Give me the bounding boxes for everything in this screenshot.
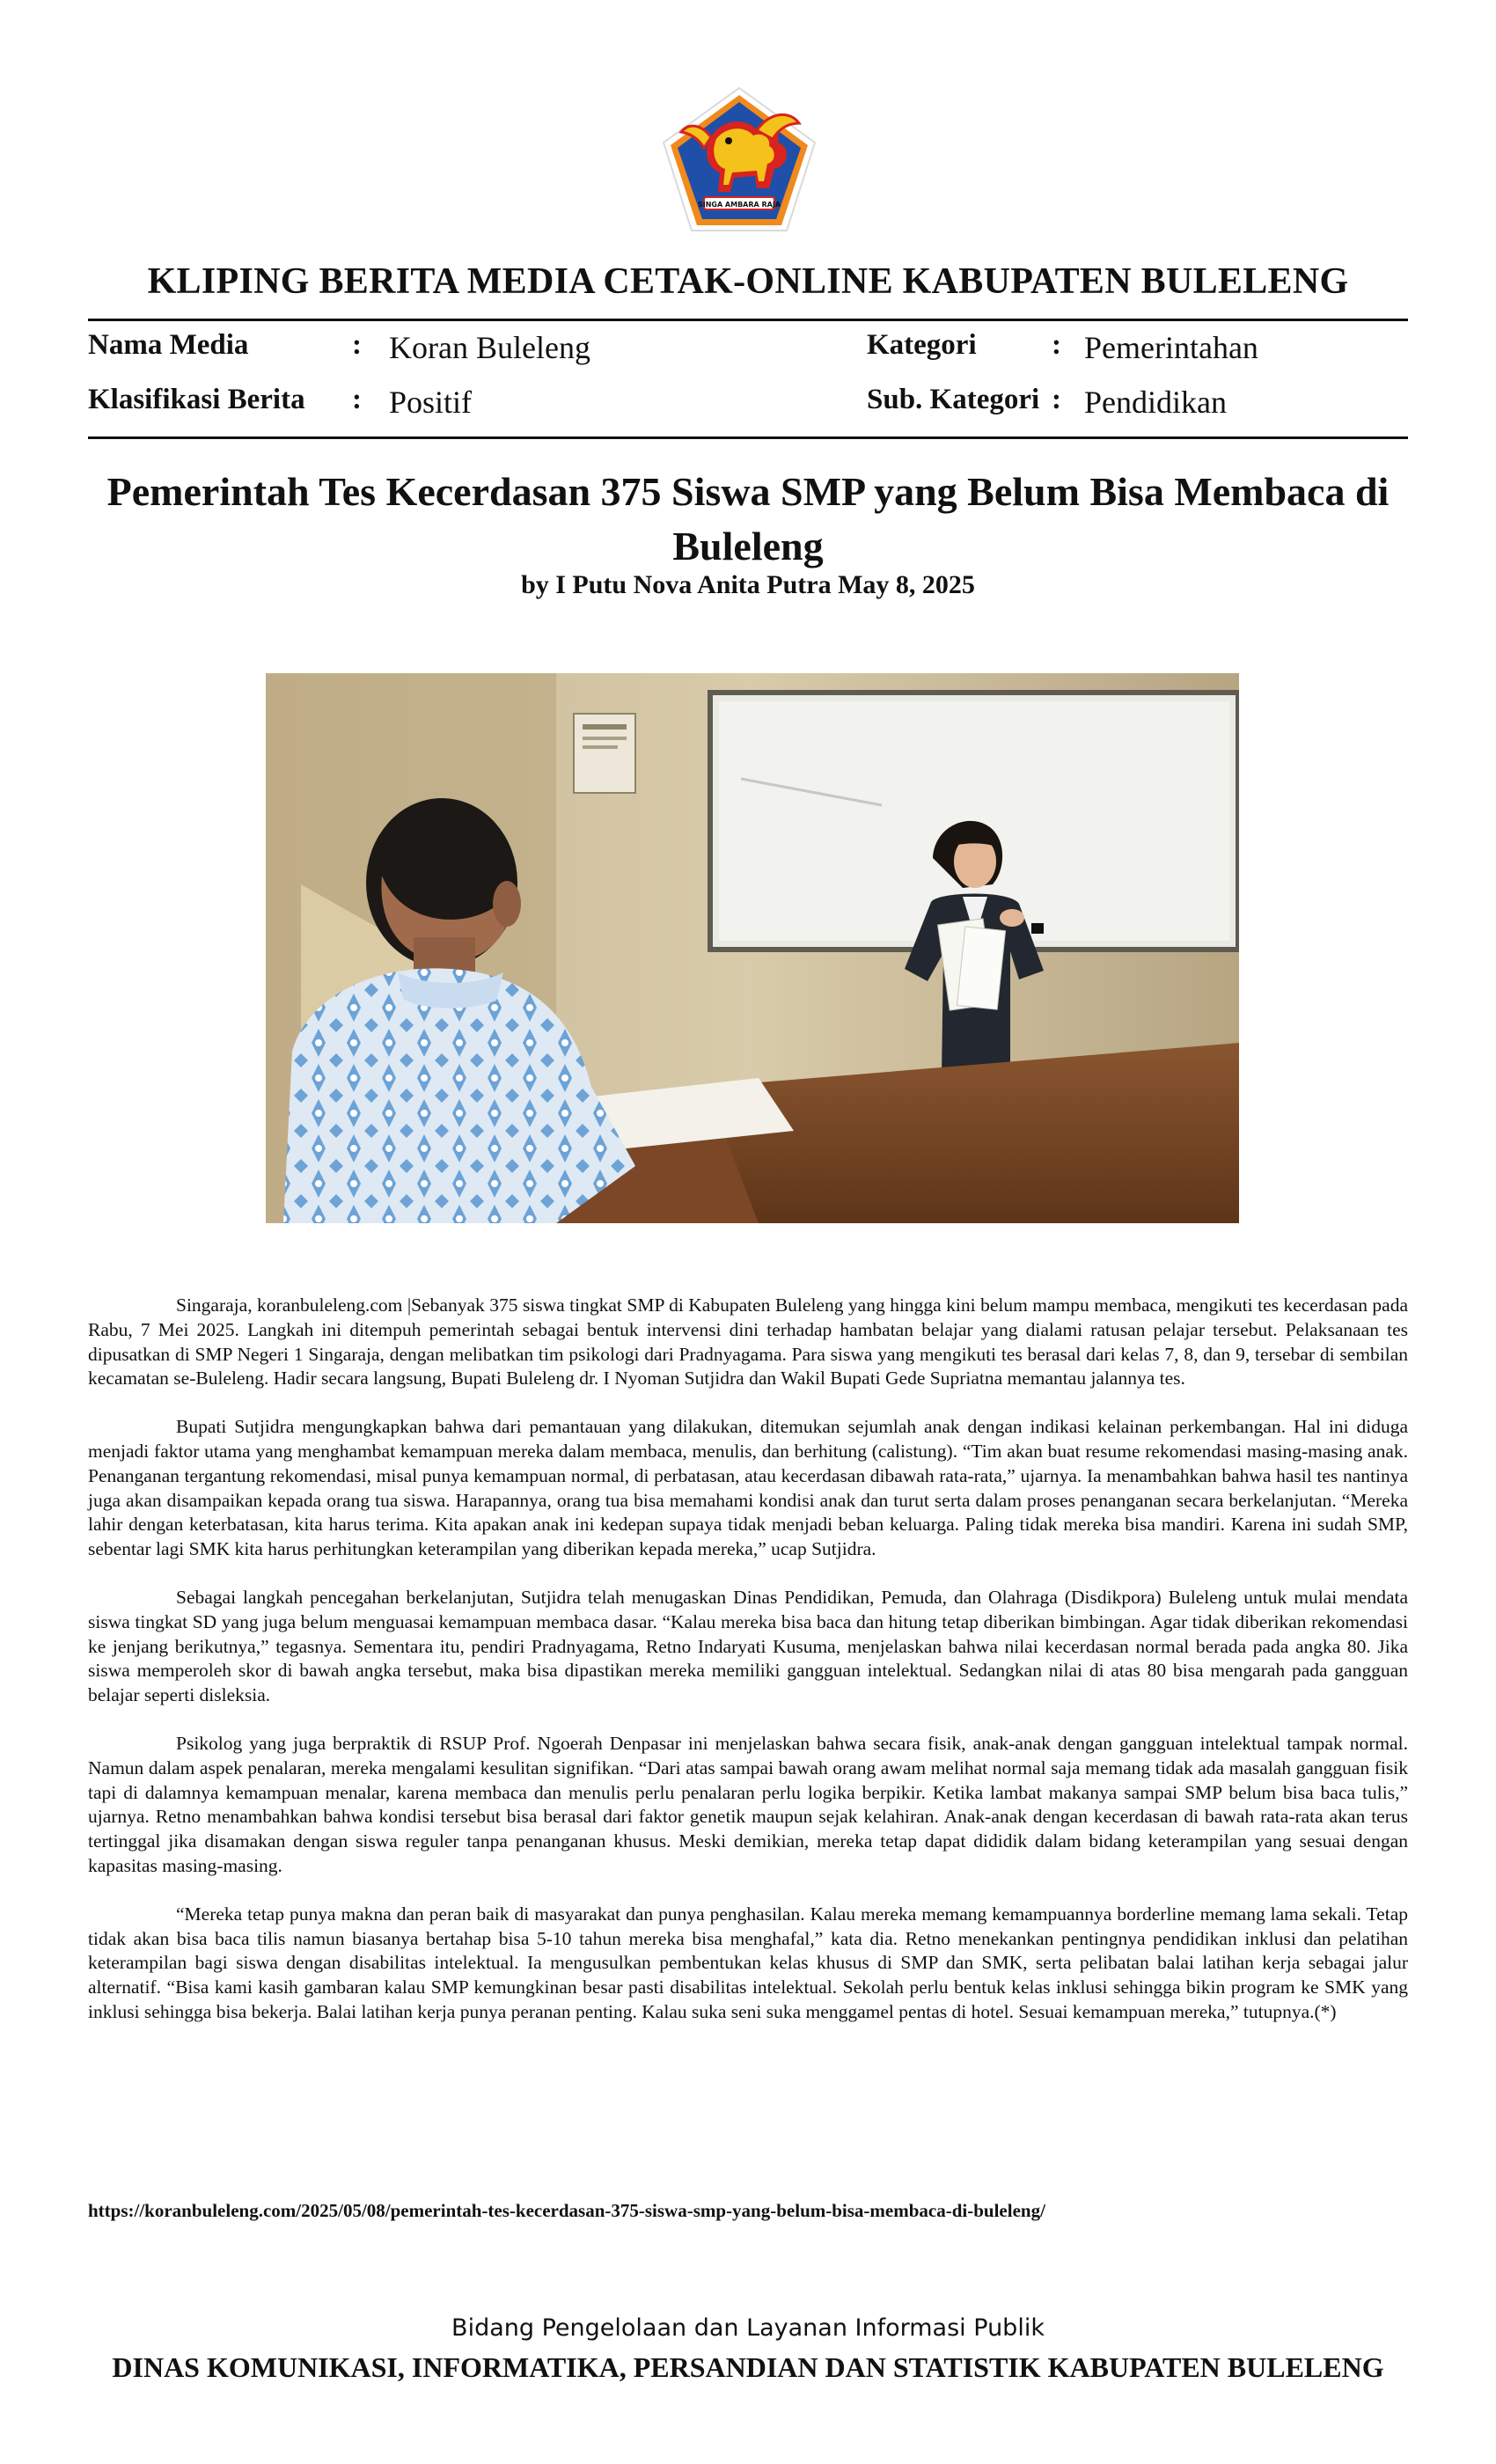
article-headline: Pemerintah Tes Kecerdasan 375 Siswa SMP yang Belum Bisa Membaca di Buleleng xyxy=(106,469,1390,568)
article-paragraph-5: “Mereka tetap punya makna dan peran baik di masyarakat dan punya penghasilan. Kalau mereka memang kemampuannya borderline memang lama sekali. Tetap tidak akan bisa baca tilis namun biasanya bertahap bisa 5-10 tahun mereka bisa menghafal,” kata dia. Retno menekankan pentingnya pendidikan inklusi dan pelatihan keterampilan bagi siswa dengan disabilitas intelektual. Ia mengusulkan pembentukan kelas khusus di SMP dan SMK, serta pelibatan balai latihan kerja sebagai jalur alternatif. “Bisa kami kasih gambaran kalau SMP kemungkinan besar pasti disabilitas intelektual. Sekolah perlu bentuk kelas inklusi sehingga bikin program ke SMK yang inklusi sehingga bisa bekerja. Balai latihan kerja punya peranan penting. Kalau suka seni suka menggamel pentas di hotel. Sesuai kemampuan mereka,” tutupnya.(*) xyxy=(88,1903,1408,2022)
header-divider-bottom xyxy=(88,436,1408,439)
footer-agency: DINAS KOMUNIKASI, INFORMATIKA, PERSANDIAN DAN STATISTIK KABUPATEN BULELENG xyxy=(112,2351,1384,2383)
subkategori-label: Sub. Kategori xyxy=(867,384,1040,415)
clipping-title: KLIPING BERITA MEDIA CETAK-ONLINE KABUPATEN BULELENG xyxy=(147,261,1349,302)
classroom-photo-icon xyxy=(266,673,1239,1223)
logo-motto: SINGA AMBARA RAJA xyxy=(697,201,781,209)
article-paragraph-4: Psikolog yang juga berpraktik di RSUP Prof. Ngoerah Denpasar ini menjelaskan bahwa secara fisik, anak-anak dengan gangguan intelektual tampak normal. Namun dalam aspek penalaran, mereka mengalami kesulitan signifikan. “Dari atas sampai bawah orang awam melihat normal saja memang tidak ada masalah gangguan fisik tapi di dalamnya kemampuan menalar, karena membaca dan menulis perlu penalaran perlu logika berpikir. Ketika lambat makanya sampai SMP belum bisa baca tulis,” ujarnya. Retno menambahkan bahwa kondisi tersebut bisa berasal dari faktor genetik maupun sejak kelahiran. Anak-anak dengan kecerdasan di bawah rata-rata akan terus tertinggal jika disamakan dengan siswa reguler tanpa penanganan khusus. Meski demikian, mereka tetap dapat dididik dalam bidang keterampilan yang sesuai dengan kapasitas masing-masing. xyxy=(88,1732,1408,1876)
subkategori-colon: : xyxy=(1052,384,1061,415)
header-divider-top xyxy=(88,319,1408,321)
article-byline: by I Putu Nova Anita Putra May 8, 2025 xyxy=(521,570,975,599)
media-value: Koran Buleleng xyxy=(389,330,590,365)
footer-division: Bidang Pengelolaan dan Layanan Informasi Publik xyxy=(451,2314,1045,2342)
article-body xyxy=(88,1294,1408,2049)
media-colon: : xyxy=(352,329,362,361)
article-paragraph-2: Bupati Sutjidra mengungkapkan bahwa dari pemantauan yang dilakukan, ditemukan sejumlah anak dengan indikasi kelainan perkembangan. Hal ini diduga menjadi faktor utama yang menghambat kemampuan mereka dalam membaca, menulis, dan berhitung (calistung). “Tim akan buat resume rekomendasi masing-masing anak. Penanganan tergantung rekomendasi, misal punya kemampuan normal, di perbatasan, atau kecerdasan dibawah rata-rata,” ujarnya. Ia menambahkan bahwa hasil tes nantinya juga akan disampaikan kepada orang tua siswa. Harapannya, orang tua bisa memahami kondisi anak dan turut serta dalam proses penanganan secara berkelanjutan. “Mereka lahir dengan keterbatasan, kita harus terima. Kita apakan anak ini kedepan supaya tidak menjadi beban keluarga. Paling tidak mereka bisa mandiri. Karena ini sudah SMP, sebentar lagi SMK kita harus perhitungkan keterampilan yang diberikan kepada mereka,” ucap Sutjidra. xyxy=(88,1416,1408,1560)
source-url-link[interactable]: https://koranbuleleng.com/2025/05/08/pemerintah-tes-kecerdasan-375-siswa-smp-yang-belum-bisa-membaca-di-buleleng/ xyxy=(88,2200,1045,2221)
kategori-label: Kategori xyxy=(867,329,977,361)
article-paragraph-3: Sebagai langkah pencegahan berkelanjutan, Sutjidra telah menugaskan Dinas Pendidikan, Pemuda, dan Olahraga (Disdikpora) Buleleng untuk mulai mendata siswa tingkat SD yang juga belum menguasai kemampuan membaca dasar. “Kalau mereka bisa baca dan hitung tetap diberikan bimbingan. Agar tidak diberikan rekomendasi ke jenjang berikutnya,” tegasnya. Sementara itu, pendiri Pradnyagama, Retno Indaryati Kusuma, menjelaskan bahwa nilai kecerdasan normal berada pada angka 80. Jika siswa memperoleh skor di bawah angka tersebut, maka bisa dipastikan mereka memiliki gangguan intelektual. Sedangkan nilai di atas 80 bisa mengarah pada gangguan belajar seperti disleksia. xyxy=(88,1586,1408,1706)
article-paragraph-1: Singaraja, koranbuleleng.com |Sebanyak 375 siswa tingkat SMP di Kabupaten Buleleng yang hingga kini belum mampu membaca, mengikuti tes kecerdasan pada Rabu, 7 Mei 2025. Langkah ini ditempuh pemerintah sebagai bentuk intervensi dini terhadap hambatan belajar yang dialami ratusan pelajar tersebut. Pelaksanaan tes dipusatkan di SMP Negeri 1 Singaraja, dengan melibatkan tim psikologi dari Pradnyagama. Para siswa yang mengikuti tes berasal dari kelas 7, 8, dan 9, tersebar di sembilan kecamatan se-Buleleng. Hadir secara langsung, Bupati Buleleng dr. I Nyoman Sutjidra dan Wakil Bupati Gede Supriatna memantau jalannya tes. xyxy=(88,1294,1408,1390)
klasifikasi-value: Positif xyxy=(389,385,473,420)
buleleng-emblem-icon xyxy=(658,84,820,236)
article-photo xyxy=(266,673,1239,1223)
klasifikasi-colon: : xyxy=(352,384,362,415)
klasifikasi-label: Klasifikasi Berita xyxy=(88,384,305,415)
kategori-value: Pemerintahan xyxy=(1084,330,1258,365)
kategori-colon: : xyxy=(1052,329,1061,361)
media-label: Nama Media xyxy=(88,329,249,361)
subkategori-value: Pendidikan xyxy=(1084,385,1227,420)
